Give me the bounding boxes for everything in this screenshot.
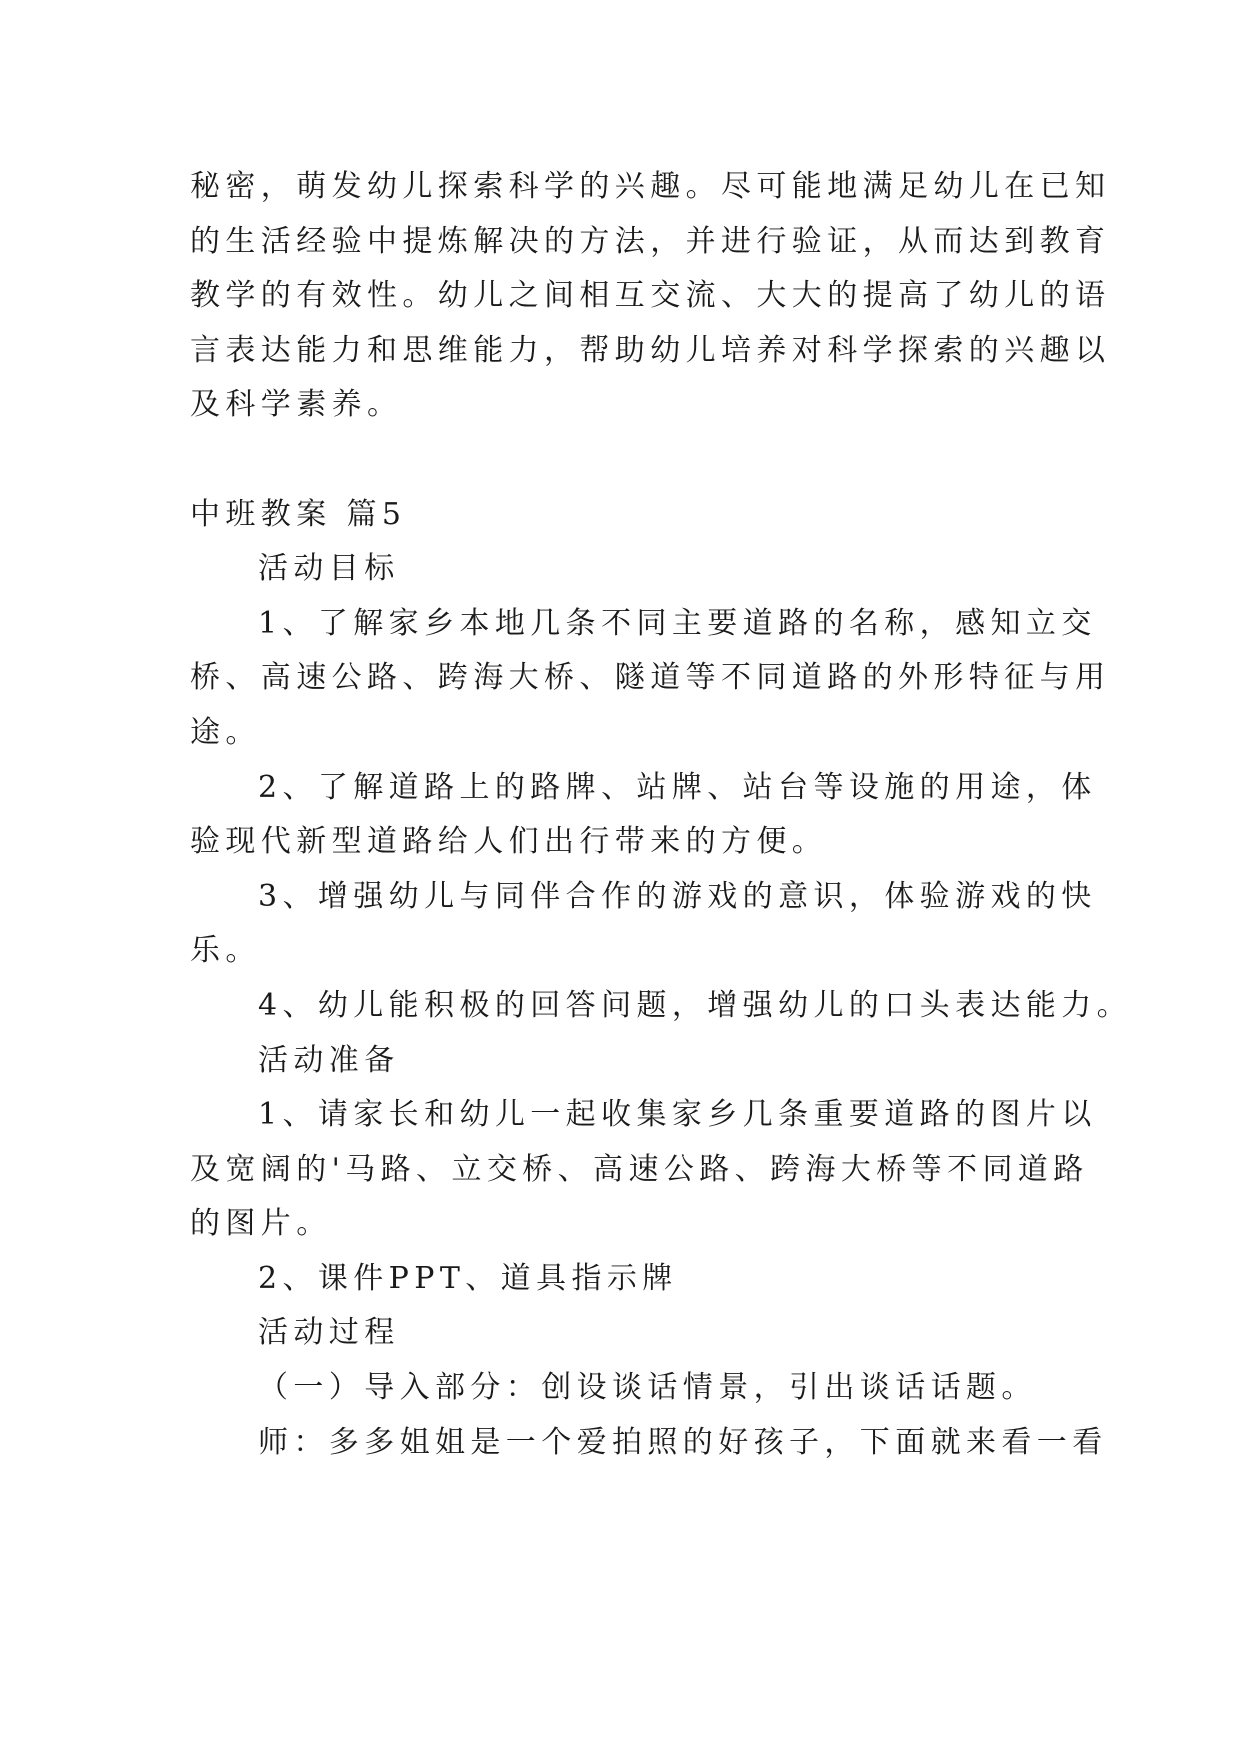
- paragraph-line: 及宽阔的'马路、立交桥、高速公路、跨海大桥等不同道路: [190, 1151, 1089, 1187]
- subheading-activity-goals: 活动目标: [258, 551, 400, 587]
- paragraph-line: 乐。: [190, 933, 261, 969]
- list-item-prep-2: 2、课件PPT、道具指示牌: [258, 1260, 678, 1296]
- list-item-prep-1: 1、请家长和幼儿一起收集家乡几条重要道路的图片以: [258, 1097, 1097, 1133]
- blank-line: [190, 433, 1050, 488]
- paragraph-line: 的图片。: [190, 1206, 332, 1242]
- paragraph-line: 桥、高速公路、跨海大桥、隧道等不同道路的外形特征与用: [190, 660, 1111, 696]
- list-item-goal-1: 1、了解家乡本地几条不同主要道路的名称，感知立交: [258, 605, 1097, 641]
- list-item-goal-4: 4、幼儿能积极的回答问题，增强幼儿的口头表达能力。: [258, 987, 1133, 1023]
- paragraph-line: 验现代新型道路给人们出行带来的方便。: [190, 824, 828, 860]
- list-item-goal-3: 3、增强幼儿与同伴合作的游戏的意识，体验游戏的快: [258, 878, 1097, 914]
- paragraph-line: 的生活经验中提炼解决的方法，并进行验证，从而达到教育: [190, 223, 1111, 259]
- paragraph-line: 途。: [190, 714, 261, 750]
- paragraph-line: 教学的有效性。幼儿之间相互交流、大大的提高了幼儿的语: [190, 278, 1111, 314]
- subheading-activity-process: 活动过程: [258, 1315, 400, 1351]
- process-step-1: （一）导入部分：创设谈话情景，引出谈话话题。: [258, 1370, 1037, 1406]
- subheading-activity-preparation: 活动准备: [258, 1042, 400, 1078]
- paragraph-line: 及科学素养。: [190, 387, 403, 423]
- document-page: [190, 160, 1133, 1470]
- paragraph-line: 言表达能力和思维能力，帮助幼儿培养对科学探索的兴趣以: [190, 332, 1111, 368]
- paragraph-line: 秘密，萌发幼儿探索科学的兴趣。尽可能地满足幼儿在已知: [190, 169, 1111, 204]
- paragraph-line: 师：多多姐姐是一个爱拍照的好孩子，下面就来看一看: [258, 1424, 1108, 1460]
- list-item-goal-2: 2、了解道路上的路牌、站牌、站台等设施的用途，体: [258, 769, 1097, 805]
- section-heading: 中班教案 篇5: [190, 496, 407, 532]
